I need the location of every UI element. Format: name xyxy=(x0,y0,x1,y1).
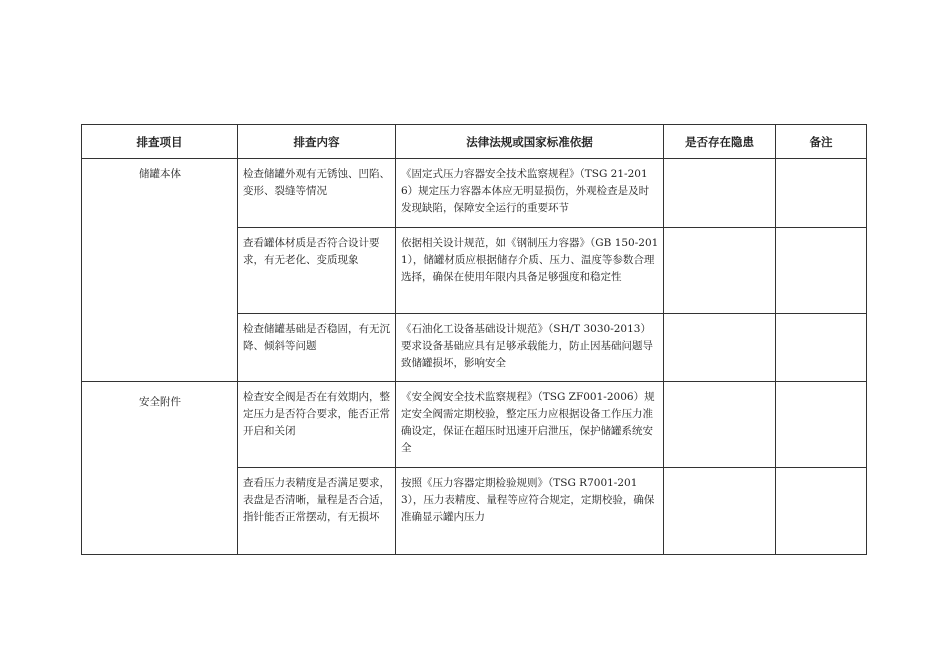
category-tank-body: 储罐本体 xyxy=(82,159,238,382)
note-cell[interactable] xyxy=(776,314,867,382)
standard-basis: 依据相关设计规范，如《钢制压力容器》（GB 150-2011），储罐材质应根据储存介质、压力、温度等参数合理选择，确保在使用年限内具备足够强度和稳定性 xyxy=(396,228,664,314)
standard-basis: 《石油化工设备基础设计规范》（SH/T 3030-2013）要求设备基础应具有足够承载能力，防止因基础问题导致储罐损坏，影响安全 xyxy=(396,314,664,382)
header-row xyxy=(82,125,867,159)
inspection-content: 查看罐体材质是否符合设计要求，有无老化、变质现象 xyxy=(238,228,396,314)
note-cell[interactable] xyxy=(776,228,867,314)
note-cell[interactable] xyxy=(776,468,867,555)
inspection-content: 检查储罐外观有无锈蚀、凹陷、变形、裂缝等情况 xyxy=(238,159,396,228)
inspection-table xyxy=(81,124,867,555)
standard-basis: 《固定式压力容器安全技术监察规程》（TSG 21-2016）规定压力容器本体应无明显损伤，外观检查是及时发现缺陷，保障安全运行的重要环节 xyxy=(396,159,664,228)
header-item: 排查项目 xyxy=(82,125,238,159)
hazard-cell[interactable] xyxy=(664,228,776,314)
table-row xyxy=(82,159,867,228)
hazard-cell[interactable] xyxy=(664,159,776,228)
hazard-cell[interactable] xyxy=(664,314,776,382)
hazard-cell[interactable] xyxy=(664,382,776,468)
header-basis: 法律法规或国家标准依据 xyxy=(396,125,664,159)
standard-basis: 《安全阀安全技术监察规程》（TSG ZF001-2006）规定安全阀需定期校验，整定压力应根据设备工作压力准确设定，保证在超压时迅速开启泄压，保护储罐系统安全 xyxy=(396,382,664,468)
hazard-cell[interactable] xyxy=(664,468,776,555)
note-cell[interactable] xyxy=(776,159,867,228)
note-cell[interactable] xyxy=(776,382,867,468)
standard-basis: 按照《压力容器定期检验规则》（TSG R7001-2013），压力表精度、量程等应符合规定，定期校验，确保准确显示罐内压力 xyxy=(396,468,664,555)
header-note: 备注 xyxy=(776,125,867,159)
inspection-content: 检查安全阀是否在有效期内，整定压力是否符合要求，能否正常开启和关闭 xyxy=(238,382,396,468)
inspection-content: 检查储罐基础是否稳固，有无沉降、倾斜等问题 xyxy=(238,314,396,382)
header-content: 排查内容 xyxy=(238,125,396,159)
category-safety-accessories: 安全附件 xyxy=(82,382,238,555)
table-row xyxy=(82,382,867,468)
header-hazard: 是否存在隐患 xyxy=(664,125,776,159)
inspection-content: 查看压力表精度是否满足要求，表盘是否清晰，量程是否合适，指针能否正常摆动，有无损坏 xyxy=(238,468,396,555)
